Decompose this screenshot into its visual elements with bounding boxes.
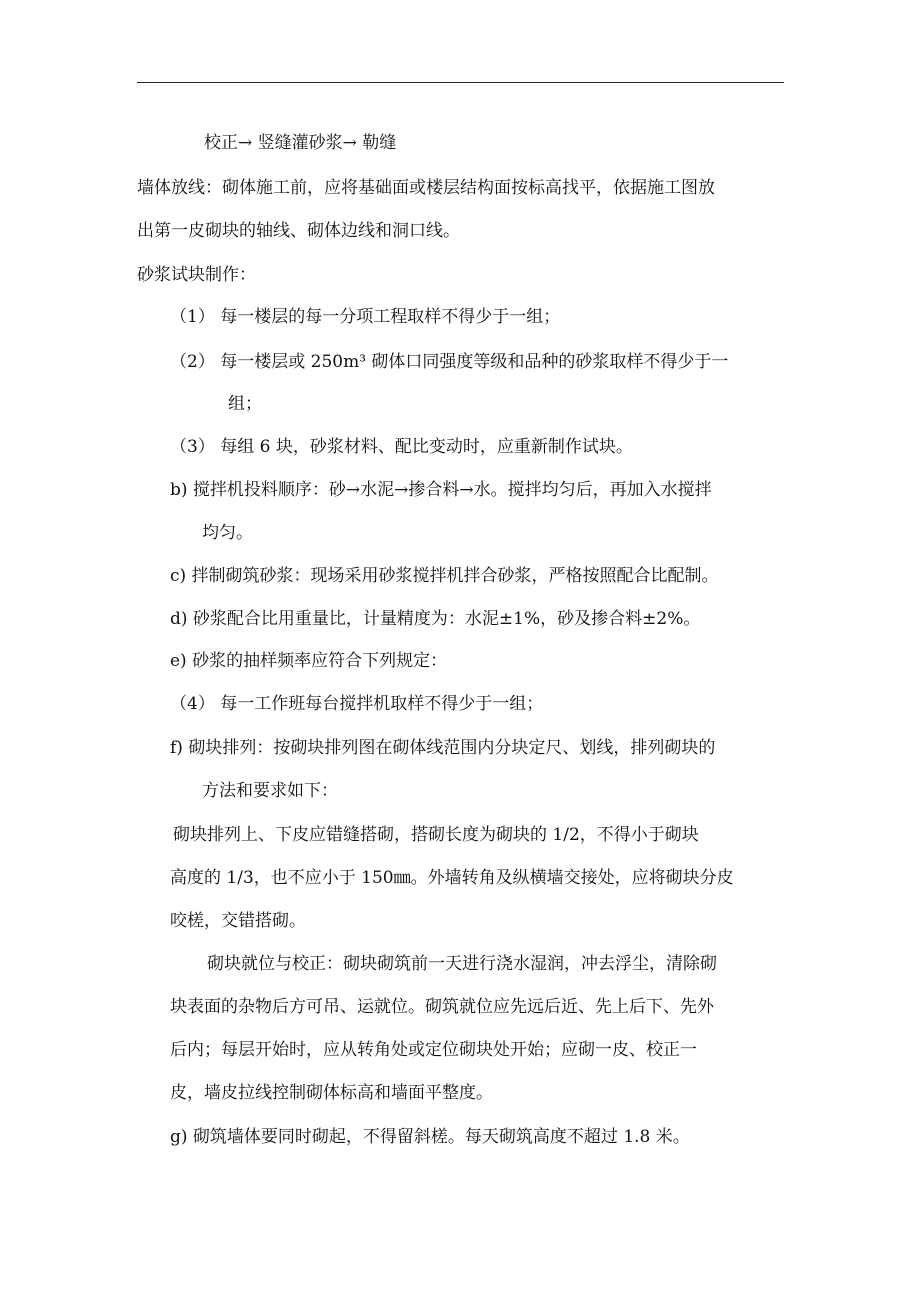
text-line xyxy=(173,824,699,846)
line-text: f) 砌块排列：按砌块排列图在砌体线范围内分块定尺、划线，排列砌块的 xyxy=(170,738,716,758)
text-line xyxy=(170,1082,493,1104)
text-line xyxy=(170,479,712,501)
line-text: 块表面的杂物后方可吊、运就位。砌筑就位应先远后近、先上后下、先外 xyxy=(170,997,714,1017)
text-line xyxy=(207,953,717,975)
text-line xyxy=(170,436,633,458)
text-line xyxy=(137,220,460,242)
line-text: 皮，墙皮拉线控制砌体标高和墙面平整度。 xyxy=(170,1083,493,1103)
line-text: 方法和要求如下： xyxy=(202,781,338,801)
line-text: 砌块就位与校正：砌块砌筑前一天进行浇水湿润，冲去浮尘，清除砌 xyxy=(207,954,717,974)
header-rule xyxy=(137,82,784,83)
text-line xyxy=(170,1126,690,1148)
line-text: （4） 每一工作班每台搅拌机取样不得少于一组； xyxy=(170,694,544,714)
line-text: （1） 每一楼层的每一分项工程取样不得少于一组； xyxy=(170,307,561,327)
text-line xyxy=(170,867,734,889)
text-line xyxy=(170,737,715,759)
line-text: d) 砂浆配合比用重量比，计量精度为：水泥±1%，砂及掺合料±2%。 xyxy=(170,609,701,629)
text-line xyxy=(202,780,338,802)
line-text: c) 拌制砌筑砂浆：现场采用砂浆搅拌机拌合砂浆，严格按照配合比配制。 xyxy=(170,566,719,586)
line-text: 墙体放线：砌体施工前，应将基础面或楼层结构面按标高找平，依据施工图放 xyxy=(137,178,715,198)
text-line xyxy=(202,522,253,544)
text-line xyxy=(170,1039,697,1061)
text-line xyxy=(137,264,256,286)
line-text: g) 砌筑墙体要同时砌起，不得留斜槎。每天砌筑高度不超过 1.8 米。 xyxy=(170,1127,690,1147)
line-text: 后内；每层开始时，应从转角处或定位砌块处开始；应砌一皮、校正一 xyxy=(170,1040,697,1060)
text-line xyxy=(170,910,306,932)
text-line xyxy=(228,393,262,415)
text-line xyxy=(170,996,714,1018)
text-line xyxy=(170,306,560,328)
line-text: e) 砂浆的抽样频率应符合下列规定： xyxy=(170,651,448,671)
line-text: 组； xyxy=(228,394,262,414)
text-line xyxy=(137,177,715,199)
text-line xyxy=(170,608,700,630)
line-text: （3） 每组 6 块，砂浆材料、配比变动时，应重新制作试块。 xyxy=(170,437,633,457)
line-text: 出第一皮砌块的轴线、砌体边线和洞口线。 xyxy=(137,221,460,241)
line-text: 砂浆试块制作： xyxy=(137,265,256,285)
text-line xyxy=(204,132,396,154)
line-text: 高度的 1/3，也不应小于 150㎜。外墙转角及纵横墙交接处，应将砌块分皮 xyxy=(170,868,734,888)
line-text: b) 搅拌机投料顺序：砂→水泥→掺合料→水。搅拌均匀后，再加入水搅拌 xyxy=(170,480,712,500)
text-line xyxy=(170,693,543,715)
line-text: 均匀。 xyxy=(202,523,253,543)
text-line xyxy=(170,565,719,587)
line-text: 咬槎，交错搭砌。 xyxy=(170,911,306,931)
text-line xyxy=(170,650,447,672)
line-text: （2） 每一楼层或 250m³ 砌体口同强度等级和品种的砂浆取样不得少于一 xyxy=(170,352,729,372)
line-text: 校正→ 竖缝灌砂浆→ 勒缝 xyxy=(204,133,397,153)
line-text: 砌块排列上、下皮应错缝搭砌，搭砌长度为砌块的 1/2，不得小于砌块 xyxy=(173,825,699,845)
text-line xyxy=(170,351,728,373)
